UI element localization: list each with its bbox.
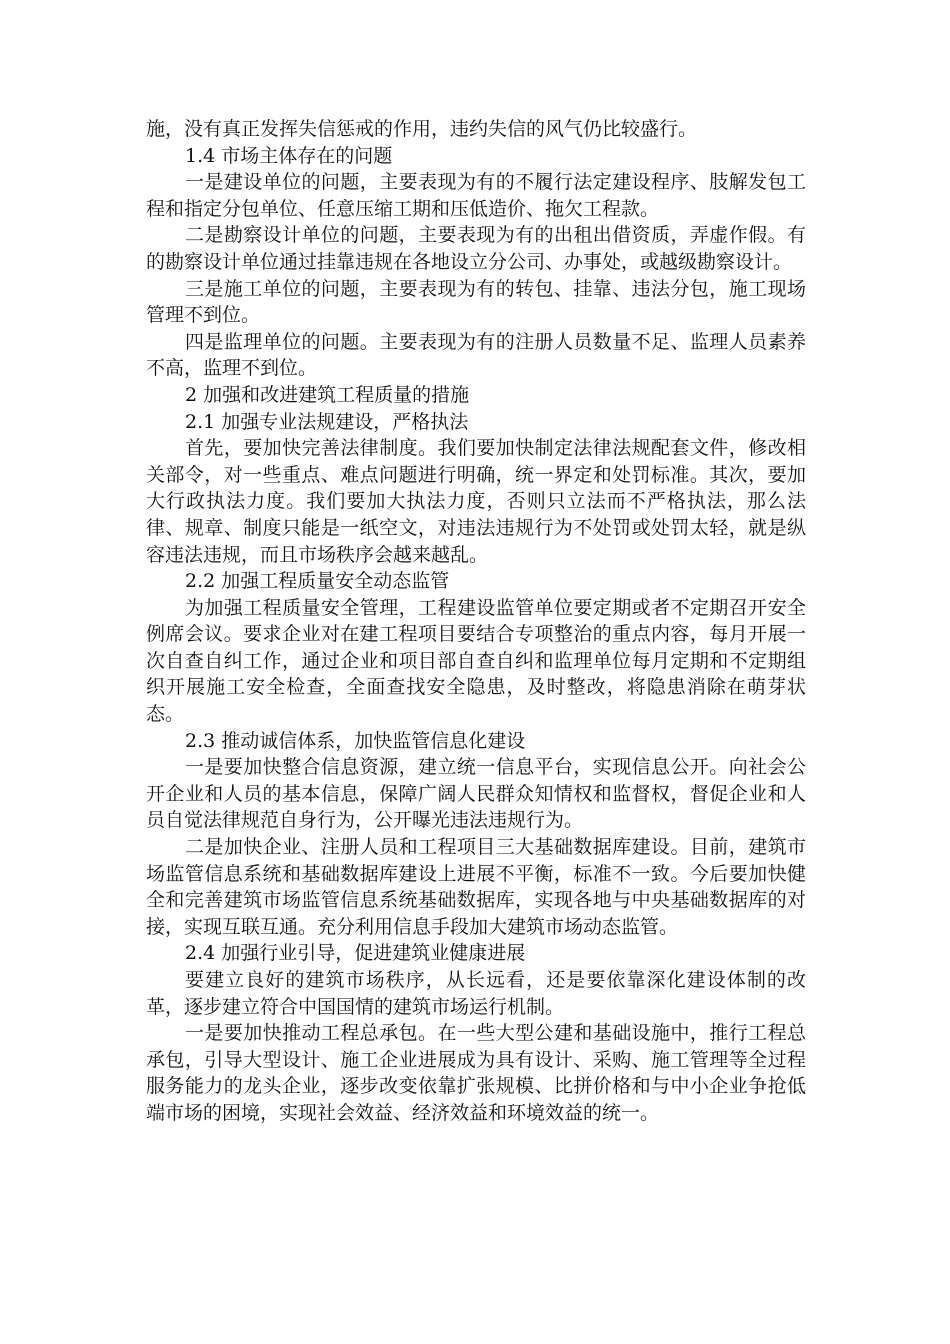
document-page xyxy=(146,116,806,1127)
section-heading: 2 加强和改进建筑工程质量的措施 xyxy=(185,383,470,406)
paragraph: 施，没有真正发挥失信惩戒的作用，违约失信的风气仍比较盛行。 xyxy=(146,118,698,140)
paragraph: 首先，要加快完善法律制度。我们要加快制定法律法规配套文件，修改相关部令，对一些重点、难点问题进行明确，统一界定和处罚标准。其次，要加大行政执法力度。我们要加大执法力度，否则只立法而不严格执法，那么法律、规章、制度只能是一纸空文，对违法违规行为不处罚或处罚太轻，就是纵容违法违规，而且市场秩序会越来越乱。 xyxy=(146,437,806,566)
paragraph: 四是监理单位的问题。主要表现为有的注册人员数量不足、监理人员素养不高，监理不到位。 xyxy=(146,330,806,380)
paragraph: 一是建设单位的问题，主要表现为有的不履行法定建设程序、肢解发包工程和指定分包单位、任意压缩工期和压低造价、拖欠工程款。 xyxy=(146,171,806,220)
paragraph: 一是要加快整合信息资源，建立统一信息平台，实现信息公开。向社会公开企业和人员的基本信息，保障广阔人民群众知情权和监督权，督促企业和人员自觉法律规范自身行为，公开曝光违法违规行为。 xyxy=(146,756,806,832)
paragraph: 二是勘察设计单位的问题，主要表现为有的出租出借资质，弄虚作假。有的勘察设计单位通过挂靠违规在各地设立分公司、办事处，或越级勘察设计。 xyxy=(146,224,806,273)
paragraph: 为加强工程质量安全管理，工程建设监管单位要定期或者不定期召开安全例席会议。要求企业对在建工程项目要结合专项整治的重点内容，每月开展一次自查自纠工作，通过企业和项目部自查自纠和监理单位每月定期和不定期组织开展施工安全检查，全面查找安全隐患，及时整改，将隐患消除在萌芽状态。 xyxy=(146,596,806,726)
paragraph: 三是施工单位的问题，主要表现为有的转包、挂靠、违法分包，施工现场管理不到位。 xyxy=(146,277,806,327)
section-heading: 1.4 市场主体存在的问题 xyxy=(185,144,393,167)
section-heading: 2.2 加强工程质量安全动态监管 xyxy=(185,570,450,593)
paragraph: 要建立良好的建筑市场秩序，从长远看，还是要依靠深化建设体制的改革，逐步建立符合中国国情的建筑市场运行机制。 xyxy=(146,969,806,1018)
section-heading: 2.1 加强专业法规建设，严格执法 xyxy=(185,410,469,433)
paragraph: 一是要加快推动工程总承包。在一些大型公建和基础设施中，推行工程总承包，引导大型设计、施工企业进展成为具有设计、采购、施工管理等全过程服务能力的龙头企业，逐步改变依靠扩张规模、比拼价格和与中小企业争抢低端市场的困境，实现社会效益、经济效益和环境效益的统一。 xyxy=(146,1022,806,1124)
section-heading: 2.4 加强行业引导，促进建筑业健康进展 xyxy=(185,942,526,965)
paragraph: 二是加快企业、注册人员和工程项目三大基础数据库建设。目前，建筑市场监管信息系统和基础数据库建设上进展不平衡，标准不一致。今后要加快健全和完善建筑市场监管信息系统基础数据库，实现各地与中央基础数据库的对接，实现互联互通。充分利用信息手段加大建筑市场动态监管。 xyxy=(146,836,806,938)
section-heading: 2.3 推动诚信体系，加快监管信息化建设 xyxy=(185,729,526,752)
